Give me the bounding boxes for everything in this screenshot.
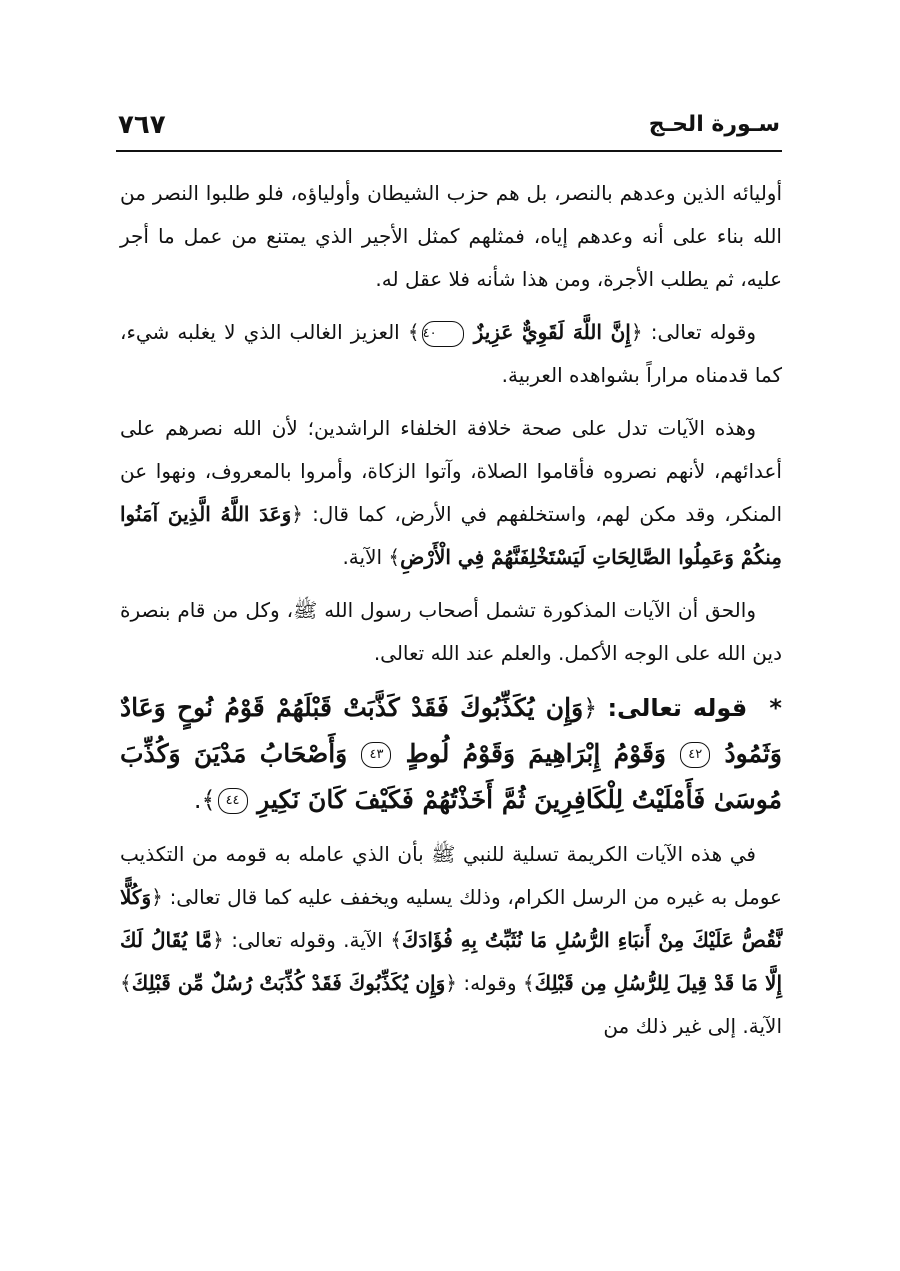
paragraph-5-text: الآية. إلى غير ذلك من: [603, 1014, 782, 1038]
paragraph-4-text: والحق أن الآيات المذكورة تشمل أصحاب رسول الله ﷺ، وكل من قام بنصرة دين الله على الوجه الأكمل. والعلم عند الله تعالى.: [120, 598, 782, 665]
quran-verse: وَقَوْمُ إِبْرَاهِيمَ وَقَوْمُ لُوطٍ: [405, 739, 667, 768]
quran-verse: مَّا يُقَالُ لَكَ إِلَّا مَا قَدْ قِيلَ لِلرُّسُلِ مِن قَبْلِكَ: [120, 928, 782, 995]
header-rule: [116, 150, 782, 152]
ornate-bracket-open: ﴿: [212, 928, 224, 952]
ornate-bracket-close: ﴾: [120, 971, 132, 995]
page-number: ٧٦٧: [118, 110, 166, 140]
paragraph-1: [120, 172, 782, 301]
paragraph-5-text: وقوله:: [463, 971, 517, 995]
ornate-bracket-close: ﴾: [522, 971, 535, 995]
ayah-number-marker: ٤٤: [218, 788, 248, 814]
quran-verse: إِنَّ اللَّهَ لَقَوِيٌّ عَزِيزٌ: [473, 320, 631, 344]
paragraph-3-text: وهذه الآيات تدل على صحة خلافة الخلفاء الراشدين؛ لأن الله نصرهم على أعدائهم، لأنهم نصروه فأقاموا الصلاة، وآتوا الزكاة، وأمروا بالمعروف، ونهوا عن المنكر، وقد مكن لهم، واستخلفهم في الأرض، كما قال:: [120, 416, 782, 526]
ornate-bracket-open: ﴿: [151, 885, 163, 909]
paragraph-2-rest: العزيز الغالب الذي لا يغلبه شيء، كما قدمناه مراراً بشواهده العربية.: [120, 320, 782, 387]
ornate-bracket-close: ﴾: [201, 786, 216, 814]
page-header: [118, 112, 780, 150]
paragraph-2-intro: وقوله تعالى:: [650, 320, 757, 344]
quran-verse: وَإِن يُكَذِّبُوكَ فَقَدْ كُذِّبَتْ رُسُلٌ مِّن قَبْلِكَ: [131, 971, 446, 995]
quran-verse: وَعَدَ اللَّهُ الَّذِينَ آمَنُوا مِنكُمْ وَعَمِلُوا الصَّالِحَاتِ لَيَسْتَخْلِفَنَّهُمْ فِي الْأَرْضِ: [120, 502, 782, 569]
paragraph-1-text: أوليائه الذين وعدهم بالنصر، بل هم حزب الشيطان وأولياؤه، فلو طلبوا النصر من الله بناء على أنه وعدهم إياه، فمثلهم كمثل الأجير الذي يمتنع من عمل ما أجر عليه، ثم يطلب الأجرة، ومن هذا شأنه فلا عقل له.: [120, 181, 782, 291]
paragraph-3: [120, 407, 782, 579]
paragraph-2: [120, 311, 782, 397]
section-lead: قوله تعالى:: [607, 694, 748, 722]
quran-verse: وَإِن يُكَذِّبُوكَ فَقَدْ كَذَّبَتْ قَبْلَهُمْ قَوْمُ نُوحٍ وَعَادٌ وَثَمُودُ: [120, 693, 782, 768]
section-heading: [120, 685, 782, 823]
ornate-bracket-close: ﴾: [407, 320, 420, 344]
ornate-bracket-open: ﴿: [291, 502, 303, 526]
page-body: [120, 172, 782, 1058]
ornate-bracket-open: ﴿: [583, 694, 598, 722]
section-end: .: [193, 786, 202, 814]
paragraph-5-text: في هذه الآيات الكريمة تسلية للنبي ﷺ بأن الذي عامله به قومه من التكذيب عومل به غيره من الرسل الكرام، وذلك يسليه ويخفف عليه كما قال تعالى:: [120, 842, 782, 909]
quran-verse: وَكُلًّا نَّقُصُّ عَلَيْكَ مِنْ أَنبَاءِ الرُّسُلِ مَا نُثَبِّتُ بِهِ فُؤَادَكَ: [120, 885, 782, 952]
ornate-bracket-close: ﴾: [390, 928, 402, 952]
paragraph-5-text: الآية. وقوله تعالى:: [231, 928, 383, 952]
ornate-bracket-close: ﴾: [388, 545, 401, 569]
ayah-number-marker: ٤٠: [422, 321, 464, 347]
paragraph-4: [120, 589, 782, 675]
ayah-number-marker: ٤٣: [361, 742, 391, 768]
paragraph-3-tail: الآية.: [342, 545, 383, 569]
quran-verse: وَأَصْحَابُ مَدْيَنَ وَكُذِّبَ مُوسَىٰ فَأَمْلَيْتُ لِلْكَافِرِينَ ثُمَّ أَخَذْتُهُمْ فَكَيْفَ كَانَ نَكِيرِ: [120, 739, 782, 814]
section-star: *: [769, 694, 782, 722]
ayah-number-marker: ٤٢: [680, 742, 710, 768]
paragraph-5: [120, 833, 782, 1048]
ornate-bracket-open: ﴿: [445, 971, 457, 995]
ornate-bracket-open: ﴿: [630, 320, 643, 344]
surah-title: سـورة الحـج: [648, 112, 780, 137]
